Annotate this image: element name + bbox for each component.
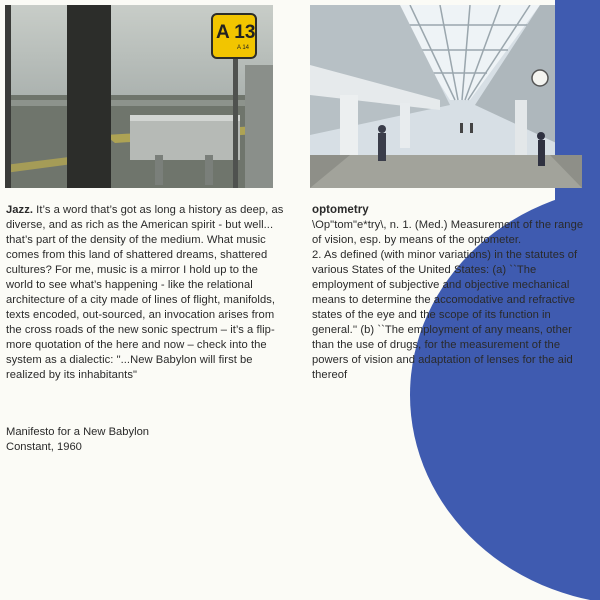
- jazz-text-column: [6, 203, 286, 383]
- gate-sign-label: A 13: [216, 22, 256, 43]
- optometry-text-column: [312, 203, 594, 383]
- credit-author: Constant, 1960: [6, 441, 82, 453]
- optometry-definition: \Op"tom"e*try\, n. 1. (Med.) Measurement of the range of vision, esp. by means of the optometer. 2. As defined (with minor variations) in the statutes of various States of the United States: (a) ``The employment of subjective and objective mechanical means to determine the accomodative and refractive states of the eye and the scope of its function in general.'' (b) ``The employment of any means, other than the use of drugs, for the measurement of the powers of vision and adaptation of lenses for the aid thereof: [312, 219, 584, 381]
- credit-title: Manifesto for a New Babylon: [6, 426, 150, 438]
- airport-gate-photo: [5, 5, 273, 188]
- concourse-illustration: [310, 5, 582, 188]
- quote-credit: [6, 425, 149, 455]
- airport-concourse-photo: [310, 5, 582, 188]
- jazz-lead-word: Jazz.: [6, 204, 33, 216]
- jazz-body-text: It’s a word that’s got as long a history as deep, as diverse, and as rich as the American spirit - but well... that’s part of the density of the medium. What music comes from this land of shattered dreams, shattered cultures? For me, music is a mirror I hold up to the world to see what’s happening - like the relational architecture of a city made of lines of flight, manifolds, texts encoded, out-sourced, an invocation arises from the cross roads of the new sonic spectrum – it’s a flip-more quotation of the here and now – check into the system as a dialectic: "...New Babylon will first be realized by its inhabitants": [6, 204, 284, 381]
- jazz-paragraph: [6, 203, 286, 383]
- gate-sign-sublabel: A 14: [237, 45, 250, 51]
- optometry-heading: optometry: [312, 204, 369, 216]
